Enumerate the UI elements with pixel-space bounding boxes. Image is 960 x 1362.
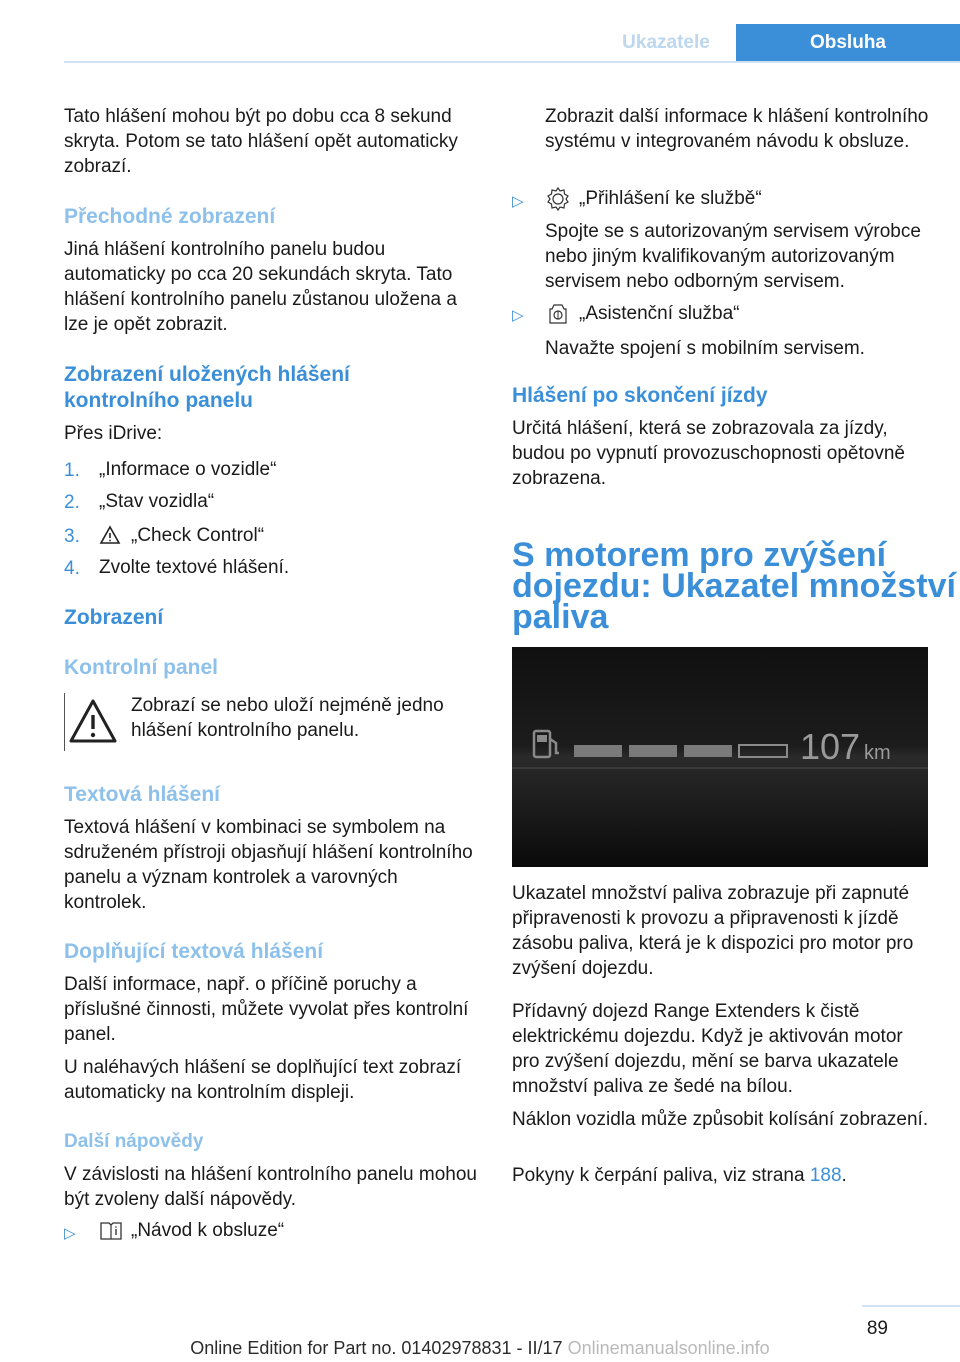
bullet-arrow: ▷ xyxy=(512,193,524,210)
heading-po-skonceni: Hlášení po skončení jízdy xyxy=(512,384,768,407)
step-1-text: „Informace o vozidle“ xyxy=(99,459,277,480)
pokyny-text: Pokyny k čerpání paliva, viz strana xyxy=(512,1165,805,1186)
doplnujici-paragraph-2: U naléhavých hlášení se doplňující text zobrazí automaticky na kontrolním displeji. xyxy=(64,1057,462,1103)
edition-text: Online Edition for Part no. 01402978831 - II/17 xyxy=(190,1338,563,1358)
bullet-asistencni-text: „Asistenční služba“ xyxy=(579,303,740,324)
prechodne-paragraph: Jiná hlášení kontrolního panelu budou automaticky po cca 20 sekundách skryta. Tato hlášení kontrolního panelu zůstanou uložena a lze je opět zobrazit. xyxy=(64,239,457,335)
doplnujici-paragraph-1: Další informace, např. o příčině poruchy a příslušné činnosti, můžete vyvolat přes kontrolní panel. xyxy=(64,974,469,1045)
fuel-segment-3 xyxy=(684,745,732,757)
po-skonceni-paragraph: Určitá hlášení, která se zobrazovala za jízdy, budou po vypnutí provozuschopnosti opětovně zobrazena. xyxy=(512,418,905,489)
step-3-text: „Check Control“ xyxy=(131,525,265,546)
bmw-service-icon xyxy=(545,186,571,212)
chapter-title-line2: dojezdu: Ukazatel množství xyxy=(512,567,956,605)
step-4-number: 4. xyxy=(64,558,80,579)
range-unit: km xyxy=(864,742,891,764)
naklon-paragraph: Náklon vozidla může způsobit kolísání zobrazení. xyxy=(512,1109,929,1130)
roadside-assistance-icon xyxy=(545,301,571,327)
fuel-gauge-display xyxy=(512,647,928,867)
step-1-number: 1. xyxy=(64,460,80,481)
footer-rule xyxy=(862,1305,960,1307)
heading-ulozene-line1: Zobrazení uložených hlášení xyxy=(64,363,350,386)
heading-doplnujici: Doplňující textová hlášení xyxy=(64,940,324,963)
page-link-188[interactable]: 188 xyxy=(809,1165,842,1186)
footer-edition xyxy=(0,1338,960,1359)
heading-textova: Textová hlášení xyxy=(64,783,221,806)
heading-zobrazeni: Zobrazení xyxy=(64,606,164,629)
bullet-prihlaseni-text: „Přihlášení ke službě“ xyxy=(579,188,762,209)
step-2-text: „Stav vozidla“ xyxy=(99,491,215,512)
chapter-title-line3: paliva xyxy=(512,598,609,636)
ukazatel-paragraph: Ukazatel množství paliva zobrazuje při zapnuté připravenosti k provozu a připravenosti k jízdě zásobu paliva, která je k dispozici pro motor pro zvýšení dojezdu. xyxy=(512,883,914,979)
bullet-arrow: ▷ xyxy=(64,1225,76,1242)
pokyny-end: . xyxy=(841,1165,847,1186)
step-4-text: Zvolte textové hlášení. xyxy=(99,557,290,578)
zobrazit-paragraph: Zobrazit další informace k hlášení kontrolního systému v integrovaném návodu k obsluze. xyxy=(545,106,929,152)
kontrolni-panel-paragraph: Zobrazí se nebo uloží nejméně jedno hlášení kontrolního panelu. xyxy=(131,695,444,741)
tab-obsluha[interactable]: Obsluha xyxy=(736,24,960,61)
heading-kontrolni-panel: Kontrolní panel xyxy=(64,656,218,679)
asistencni-paragraph: Navažte spojení s mobilním servisem. xyxy=(545,338,865,359)
range-value: 107 xyxy=(800,726,861,767)
warning-box xyxy=(64,693,121,751)
heading-prechodne: Přechodné zobrazení xyxy=(64,205,276,228)
heading-napovedy: Další nápovědy xyxy=(64,1131,204,1152)
napovedy-paragraph: V závislosti na hlášení kontrolního panelu mohou být zvoleny další nápovědy. xyxy=(64,1164,477,1210)
bullet-navod-text: „Návod k obsluze“ xyxy=(131,1220,285,1241)
bullet-arrow: ▷ xyxy=(512,307,524,324)
warning-triangle-large-icon xyxy=(65,693,121,751)
watermark: Onlinemanualsonline.info xyxy=(567,1338,770,1358)
step-3-number: 3. xyxy=(64,526,80,547)
fuel-segment-1 xyxy=(574,745,622,757)
intro-paragraph: Tato hlášení mohou být po dobu cca 8 sekund skryta. Potom se tato hlášení opět automaticky zobrazí. xyxy=(64,106,458,177)
prihlaseni-paragraph: Spojte se s autorizovaným servisem výrobce nebo jiným kvalifikovaným autorizovaným servisem nebo odborným servisem. xyxy=(545,221,921,292)
textova-paragraph: Textová hlášení v kombinaci se symbolem na sdruženém přístroji objasňují hlášení kontrolního panelu a význam kontrolek a varovných kontrolek. xyxy=(64,817,473,913)
tab-ukazatele[interactable]: Ukazatele xyxy=(622,32,710,53)
warning-triangle-icon xyxy=(99,525,121,545)
chapter-title-line1: S motorem pro zvýšení xyxy=(512,536,887,574)
pridavny-paragraph: Přídavný dojezd Range Extenders k čistě elektrickému dojezdu. Když je aktivován motor pro zvýšení dojezdu, mění se barva ukazatele množství paliva ze šedé na bílou. xyxy=(512,1001,903,1097)
pokyny-paragraph xyxy=(512,1163,932,1188)
fuel-gauge-photo xyxy=(512,647,928,867)
idrive-paragraph: Přes iDrive: xyxy=(64,423,163,444)
page-number: 89 xyxy=(866,1318,888,1339)
header-rule xyxy=(64,61,960,63)
book-manual-icon xyxy=(99,1220,123,1242)
step-2-number: 2. xyxy=(64,492,80,513)
fuel-segment-2 xyxy=(629,745,677,757)
heading-ulozene-line2: kontrolního panelu xyxy=(64,389,253,412)
